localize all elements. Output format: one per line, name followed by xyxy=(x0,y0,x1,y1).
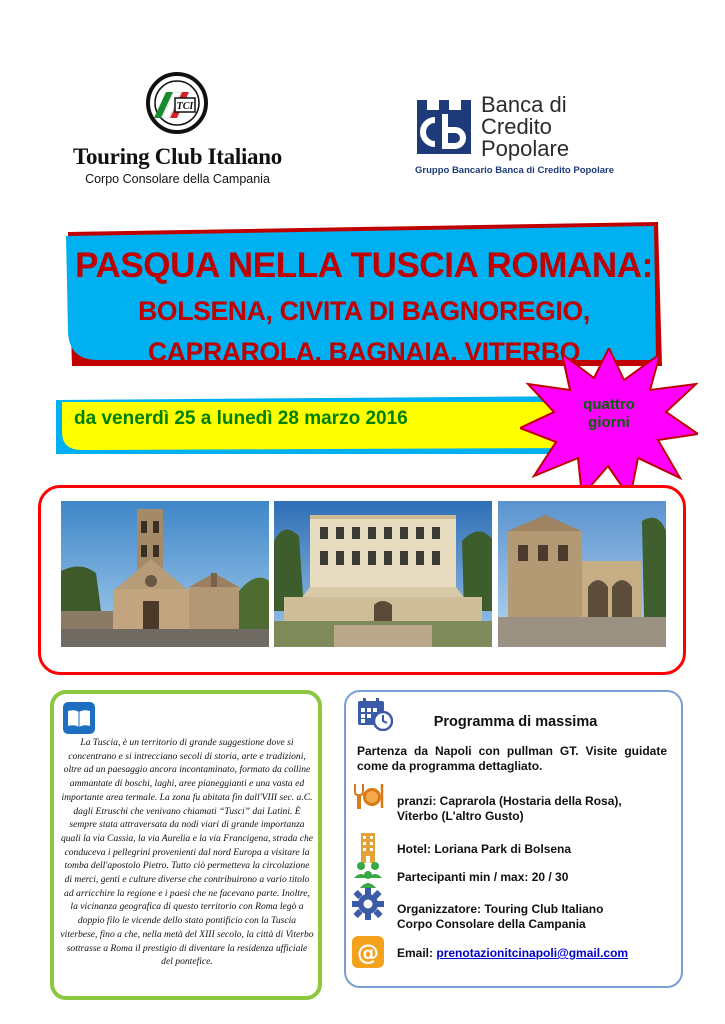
organizer-line-2: Corpo Consolare della Campania xyxy=(397,917,586,931)
lunch-row xyxy=(352,780,682,823)
info-text: La Tuscia, è un territorio di grande suggestione dove si concentrano e si intrecciano secoli di storia, arte e tradizioni, oltre ad un paesaggio ancora incontaminato, formato da colline ammantate di boschi, laghi, aree pianeggianti e una vasta ed importante area termale. La zona fu abitata fin dall'VIII sec. a.C. dagli Etruschi che venivano chiamati “Tusci” dai Latini. È sempre stata attraversata da nodi viari di grande importanza quali la via Cassia, la via Aurelia e la via Francigena, strada che conduceva i pellegrini provenienti dal nord Europa a visitare la tomba dell'apostolo Pietro. Tutto ciò permetteva la circolazione di merci, genti e culture diverse che contribuirono a vario titolo ad arricchire la regione e i paesi che ne facevano parte. Inoltre, la vicinanza geografica di questo territorio con Roma legò a doppio filo le vicende dello stato pontificio con la Tuscia viterbese, fino a che, nella metà del XIII secolo, la città di Viterbo sottrasse a Roma il prestigio di diventare la residenza ufficiale del pontefice. xyxy=(60,737,314,968)
tci-name: Touring Club Italiano xyxy=(73,144,282,169)
bank-name-line: Popolare xyxy=(481,136,570,161)
at-sign-icon xyxy=(352,936,384,968)
organizer-line-1: Organizzatore: Touring Club Italiano xyxy=(397,902,604,916)
dining-icon xyxy=(352,780,384,812)
title-line-2: BOLSENA, CIVITA DI BAGNOREGIO, xyxy=(138,296,590,326)
svg-text:@: @ xyxy=(357,941,379,966)
hotel-text: Hotel: Loriana Park di Bolsena xyxy=(397,842,572,856)
bank-group: Gruppo Bancario Banca di Credito Popolare xyxy=(415,165,615,176)
tci-logo xyxy=(70,72,285,190)
date-banner xyxy=(54,392,594,458)
email-separator: : xyxy=(429,946,437,960)
photo-palazzo-papi xyxy=(498,501,666,647)
email-text xyxy=(397,946,628,961)
email-link[interactable]: prenotazionitcinapoli@gmail.com xyxy=(436,946,629,960)
program-box xyxy=(344,690,683,988)
lunch-line-1: pranzi: Caprarola (Hostaria della Rosa), xyxy=(397,794,622,808)
lunch-line-2: Viterbo (L'altro Gusto) xyxy=(397,809,524,823)
title-line-3: CAPRAROLA, BAGNAIA, VITERBO xyxy=(147,337,581,367)
date-range: da venerdì 25 a lunedì 28 marzo 2016 xyxy=(74,408,408,429)
people-group-icon xyxy=(352,858,384,890)
duration-line-1: quattro xyxy=(583,396,635,413)
photo-palazzo-farnese xyxy=(274,501,492,647)
photo-church-bolsena xyxy=(61,501,269,647)
info-box xyxy=(50,690,322,1000)
lunch-text xyxy=(397,794,622,824)
tci-emblem-text: TCI xyxy=(176,101,194,112)
bank-name xyxy=(481,94,569,160)
email-label: Email xyxy=(397,946,430,960)
program-title: Programma di massima xyxy=(433,714,598,730)
program-intro: Partenza da Napoli con pullman GT. Visite guidate come da programma dettagliato. xyxy=(357,744,667,773)
gear-icon xyxy=(352,888,384,920)
duration-starburst xyxy=(520,348,698,498)
bank-name-line: Banca di xyxy=(481,92,567,117)
bank-tower-icon xyxy=(415,98,473,156)
book-icon xyxy=(63,702,95,734)
participants-text: Partecipanti min / max: 20 / 30 xyxy=(397,870,569,884)
organizer-row xyxy=(352,888,682,931)
duration-line-2: giorni xyxy=(588,414,630,431)
title-line-1: PASQUA NELLA TUSCIA ROMANA: xyxy=(75,246,653,285)
duration-text xyxy=(520,396,698,432)
email-row xyxy=(352,936,682,970)
photo-frame xyxy=(38,485,686,675)
bank-name-line: Credito xyxy=(481,114,552,139)
tci-emblem-icon xyxy=(146,72,208,134)
bank-logo xyxy=(415,92,665,182)
tci-subtitle: Corpo Consolare della Campania xyxy=(85,172,270,186)
organizer-text xyxy=(397,902,603,932)
participants-row xyxy=(352,858,682,892)
